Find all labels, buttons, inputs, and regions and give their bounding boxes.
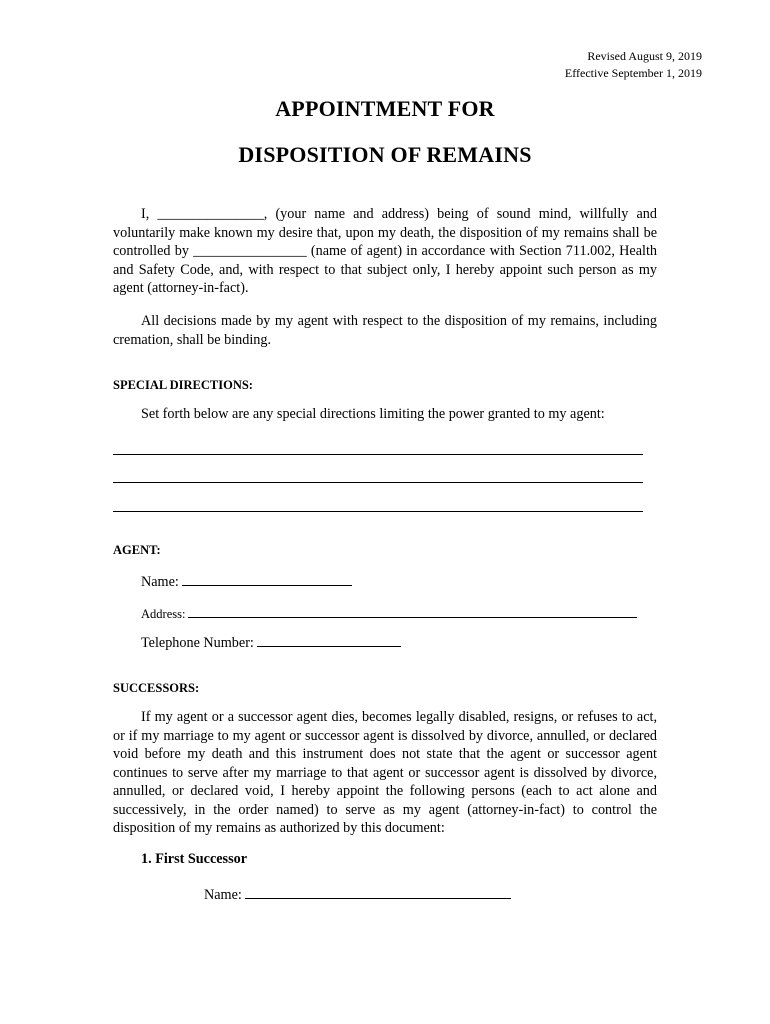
special-directions-line-2[interactable] xyxy=(113,482,643,483)
agent-telephone-label: Telephone Number: xyxy=(141,635,254,651)
revision-note xyxy=(565,48,702,82)
title-line-2: DISPOSITION OF REMAINS xyxy=(238,142,532,167)
agent-name-row xyxy=(141,571,352,591)
agent-heading: AGENT: xyxy=(113,543,161,557)
special-directions-line-3[interactable] xyxy=(113,511,643,512)
successors-paragraph: If my agent or a successor agent dies, becomes legally disabled, resigns, or refuses to act, or if my marriage to my agent or successor agent is dissolved by divorce, annulled, or declared void before my death and this instrument does not state that the agent or successor agent continues to serve after my marriage to that agent or successor agent is dissolved by divorce, annulled, or declared void, I hereby appoint the following persons (each to act alone and successively, in the order named) to serve as my agent (attorney-in-fact) to control the disposition of my remains as authorized by this document: xyxy=(113,709,657,836)
first-successor-name-row xyxy=(204,884,511,904)
agent-address-row xyxy=(141,603,637,623)
agent-address-field[interactable] xyxy=(188,603,637,618)
first-successor-name-label: Name: xyxy=(204,887,242,903)
binding-paragraph: All decisions made by my agent with respect to the disposition of my remains, including cremation, shall be binding. xyxy=(113,313,657,348)
title-line-1: APPOINTMENT FOR xyxy=(275,96,495,121)
effective-date: Effective September 1, 2019 xyxy=(564,66,702,80)
agent-telephone-field[interactable] xyxy=(257,632,401,647)
special-directions-line-1[interactable] xyxy=(113,454,643,455)
appointment-paragraph: I, _______________, (your name and address) being of sound mind, willfully and voluntarily make known my desire that, upon my death, the disposition of my remains shall be controlled by ________________ (name of agent) in accordance with Section 711.002, Health and Safety Code, and, with respect to that subject only, I hereby appoint such person as my agent (attorney-in-fact). xyxy=(113,206,657,296)
revised-date: Revised August 9, 2019 xyxy=(587,49,702,63)
agent-address-label: Address: xyxy=(141,607,186,621)
special-directions-heading: SPECIAL DIRECTIONS: xyxy=(113,378,253,392)
agent-name-field[interactable] xyxy=(182,571,352,586)
first-successor-heading: 1. First Successor xyxy=(141,851,247,867)
successors-heading: SUCCESSORS: xyxy=(113,681,200,695)
agent-telephone-row xyxy=(141,632,401,652)
special-directions-intro: Set forth below are any special directions limiting the power granted to my agent: xyxy=(141,406,605,422)
agent-name-label: Name: xyxy=(141,574,179,590)
first-successor-name-field[interactable] xyxy=(245,884,511,899)
